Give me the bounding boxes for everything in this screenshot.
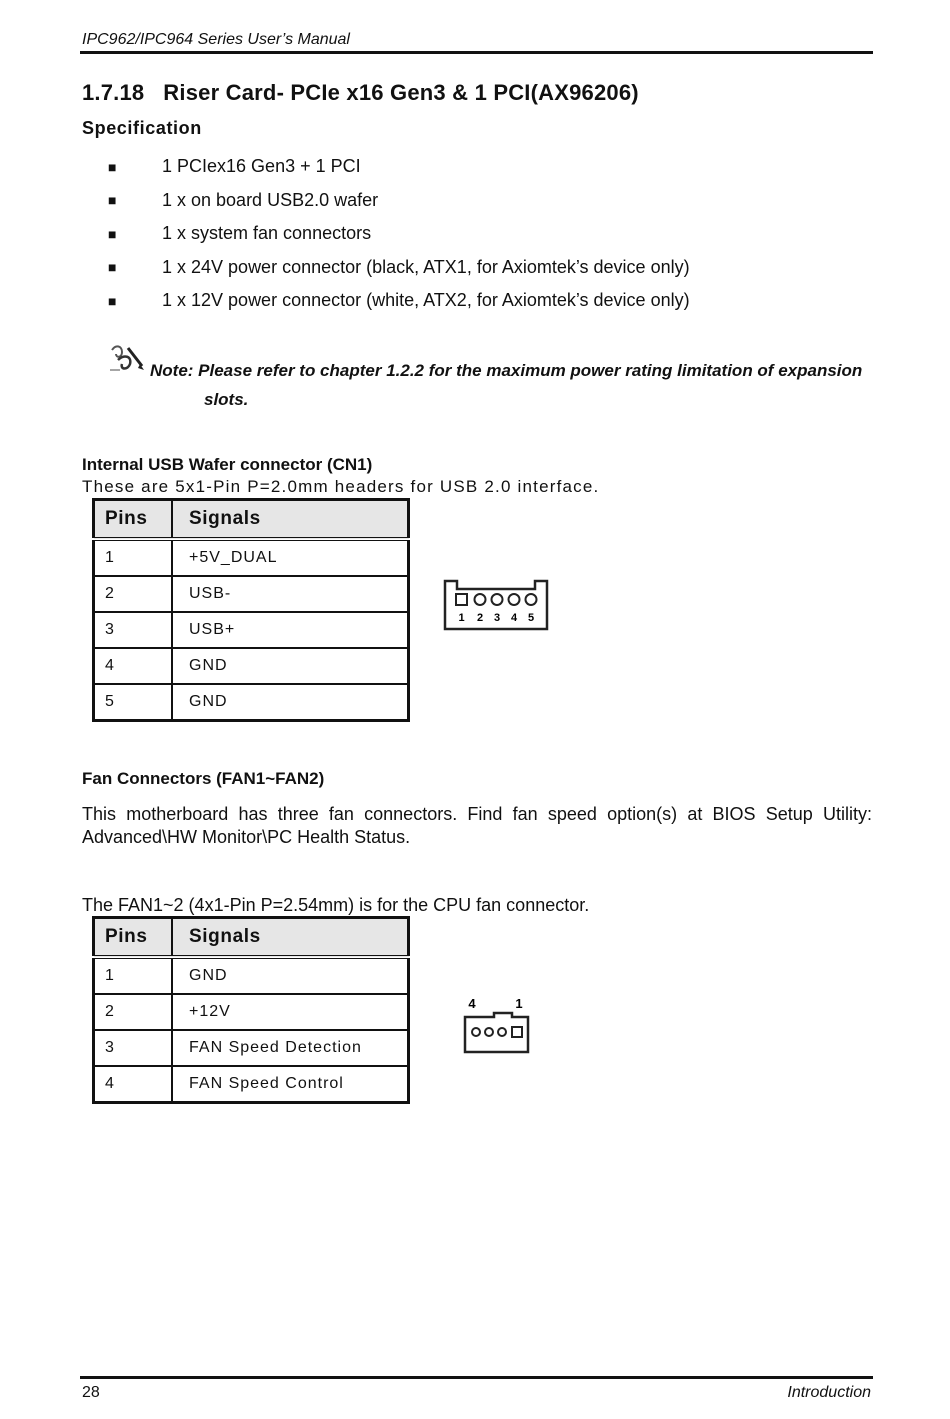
pin-signal: GND	[172, 957, 409, 994]
table-row	[94, 1030, 409, 1066]
page-number: 28	[82, 1384, 100, 1401]
table-row	[94, 994, 409, 1030]
pin-signal: GND	[189, 693, 228, 710]
pin-signal: USB+	[172, 612, 409, 648]
footer-rule	[80, 1376, 873, 1379]
pin-signal: FAN Speed Detection	[172, 1030, 409, 1066]
specification-heading: Specification	[82, 118, 202, 138]
pin-number: 4	[94, 1066, 173, 1103]
bullet-marker: ■	[108, 192, 117, 209]
list-item-text: 1 x on board USB2.0 wafer	[162, 189, 379, 210]
specification-list	[108, 150, 690, 318]
fan-pin-table	[92, 916, 410, 1104]
diagram-pin-label: 1	[515, 996, 523, 1011]
table-header-row	[94, 918, 409, 958]
bullet-marker: ■	[108, 292, 117, 309]
pin-number: 1	[94, 957, 173, 994]
column-header-signals: Signals	[172, 918, 409, 958]
pin-number: 5	[94, 684, 173, 721]
pin-number: 4	[94, 648, 173, 684]
pin-number: 2	[94, 576, 173, 612]
diagram-pin-label: 1	[458, 612, 465, 624]
table-row	[94, 539, 409, 576]
list-item	[108, 150, 690, 184]
section-title: 1.7.18 Riser Card- PCIe x16 Gen3 & 1 PCI(AX96206)	[82, 80, 639, 105]
note-pen-icon	[108, 340, 148, 381]
list-item-text: 1 x 24V power connector (black, ATX1, for Axiomtek’s device only)	[162, 256, 690, 277]
fan-connector-note: The FAN1~2 (4x1-Pin P=2.54mm) is for the CPU fan connector.	[82, 895, 590, 915]
running-header: IPC962/IPC964 Series User’s Manual	[82, 31, 350, 48]
list-item	[108, 251, 690, 285]
table-row	[94, 957, 409, 994]
column-header-signals: Signals	[172, 500, 409, 540]
list-item-text: 1 x system fan connectors	[162, 223, 372, 244]
diagram-pin-label: 2	[476, 612, 484, 624]
table-row	[94, 612, 409, 648]
table-row	[94, 1066, 409, 1103]
list-item	[108, 184, 690, 218]
header-rule	[80, 51, 873, 54]
table-row	[94, 684, 409, 721]
pin-number: 1	[94, 539, 173, 576]
fan-connector-heading: Fan Connectors (FAN1~FAN2)	[82, 769, 325, 788]
pin-number: 2	[94, 994, 173, 1030]
bullet-marker: ■	[108, 225, 117, 242]
usb-connector-heading: Internal USB Wafer connector (CN1)	[82, 455, 373, 474]
list-item-text: 1 PCIex16 Gen3 + 1 PCI	[162, 156, 361, 177]
pin-signal: GND	[172, 648, 409, 684]
fan-connector-diagram	[462, 995, 532, 1062]
diagram-pin-label: 5	[527, 612, 535, 624]
pin-signal: USB-	[172, 576, 409, 612]
usb-connector-description: These are 5x1-Pin P=2.0mm headers for USB 2.0 interface.	[82, 477, 600, 496]
fan-connector-description: This motherboard has three fan connectors. Find fan speed option(s) at BIOS Setup Utility: Advanced\HW Monitor\PC Health Status.	[82, 804, 872, 847]
list-item	[108, 217, 690, 251]
usb-pin-table	[92, 498, 410, 722]
bullet-marker: ■	[108, 158, 117, 175]
bullet-marker: ■	[108, 259, 117, 276]
pin-signal: +5V_DUAL	[172, 539, 409, 576]
diagram-pin-label: 4	[510, 612, 518, 624]
column-header-pins: Pins	[94, 500, 173, 540]
table-header-row	[94, 500, 409, 540]
usb-connector-diagram	[443, 579, 551, 638]
pin-number: 3	[94, 612, 173, 648]
table-row	[94, 648, 409, 684]
pin-signal: FAN Speed Control	[189, 1075, 344, 1092]
list-item	[108, 284, 690, 318]
list-item-text: 1 x 12V power connector (white, ATX2, for Axiomtek’s device only)	[162, 290, 690, 311]
table-row	[94, 576, 409, 612]
pin-number: 3	[94, 1030, 173, 1066]
note-text: Note: Please refer to chapter 1.2.2 for the maximum power rating limitation of expansion	[150, 361, 863, 380]
column-header-pins: Pins	[94, 918, 173, 958]
diagram-pin-label: 4	[468, 996, 476, 1011]
pin-signal: +12V	[172, 994, 409, 1030]
note-text-continued: slots.	[204, 390, 249, 409]
chapter-name: Introduction	[787, 1384, 871, 1401]
diagram-pin-label: 3	[493, 612, 501, 624]
